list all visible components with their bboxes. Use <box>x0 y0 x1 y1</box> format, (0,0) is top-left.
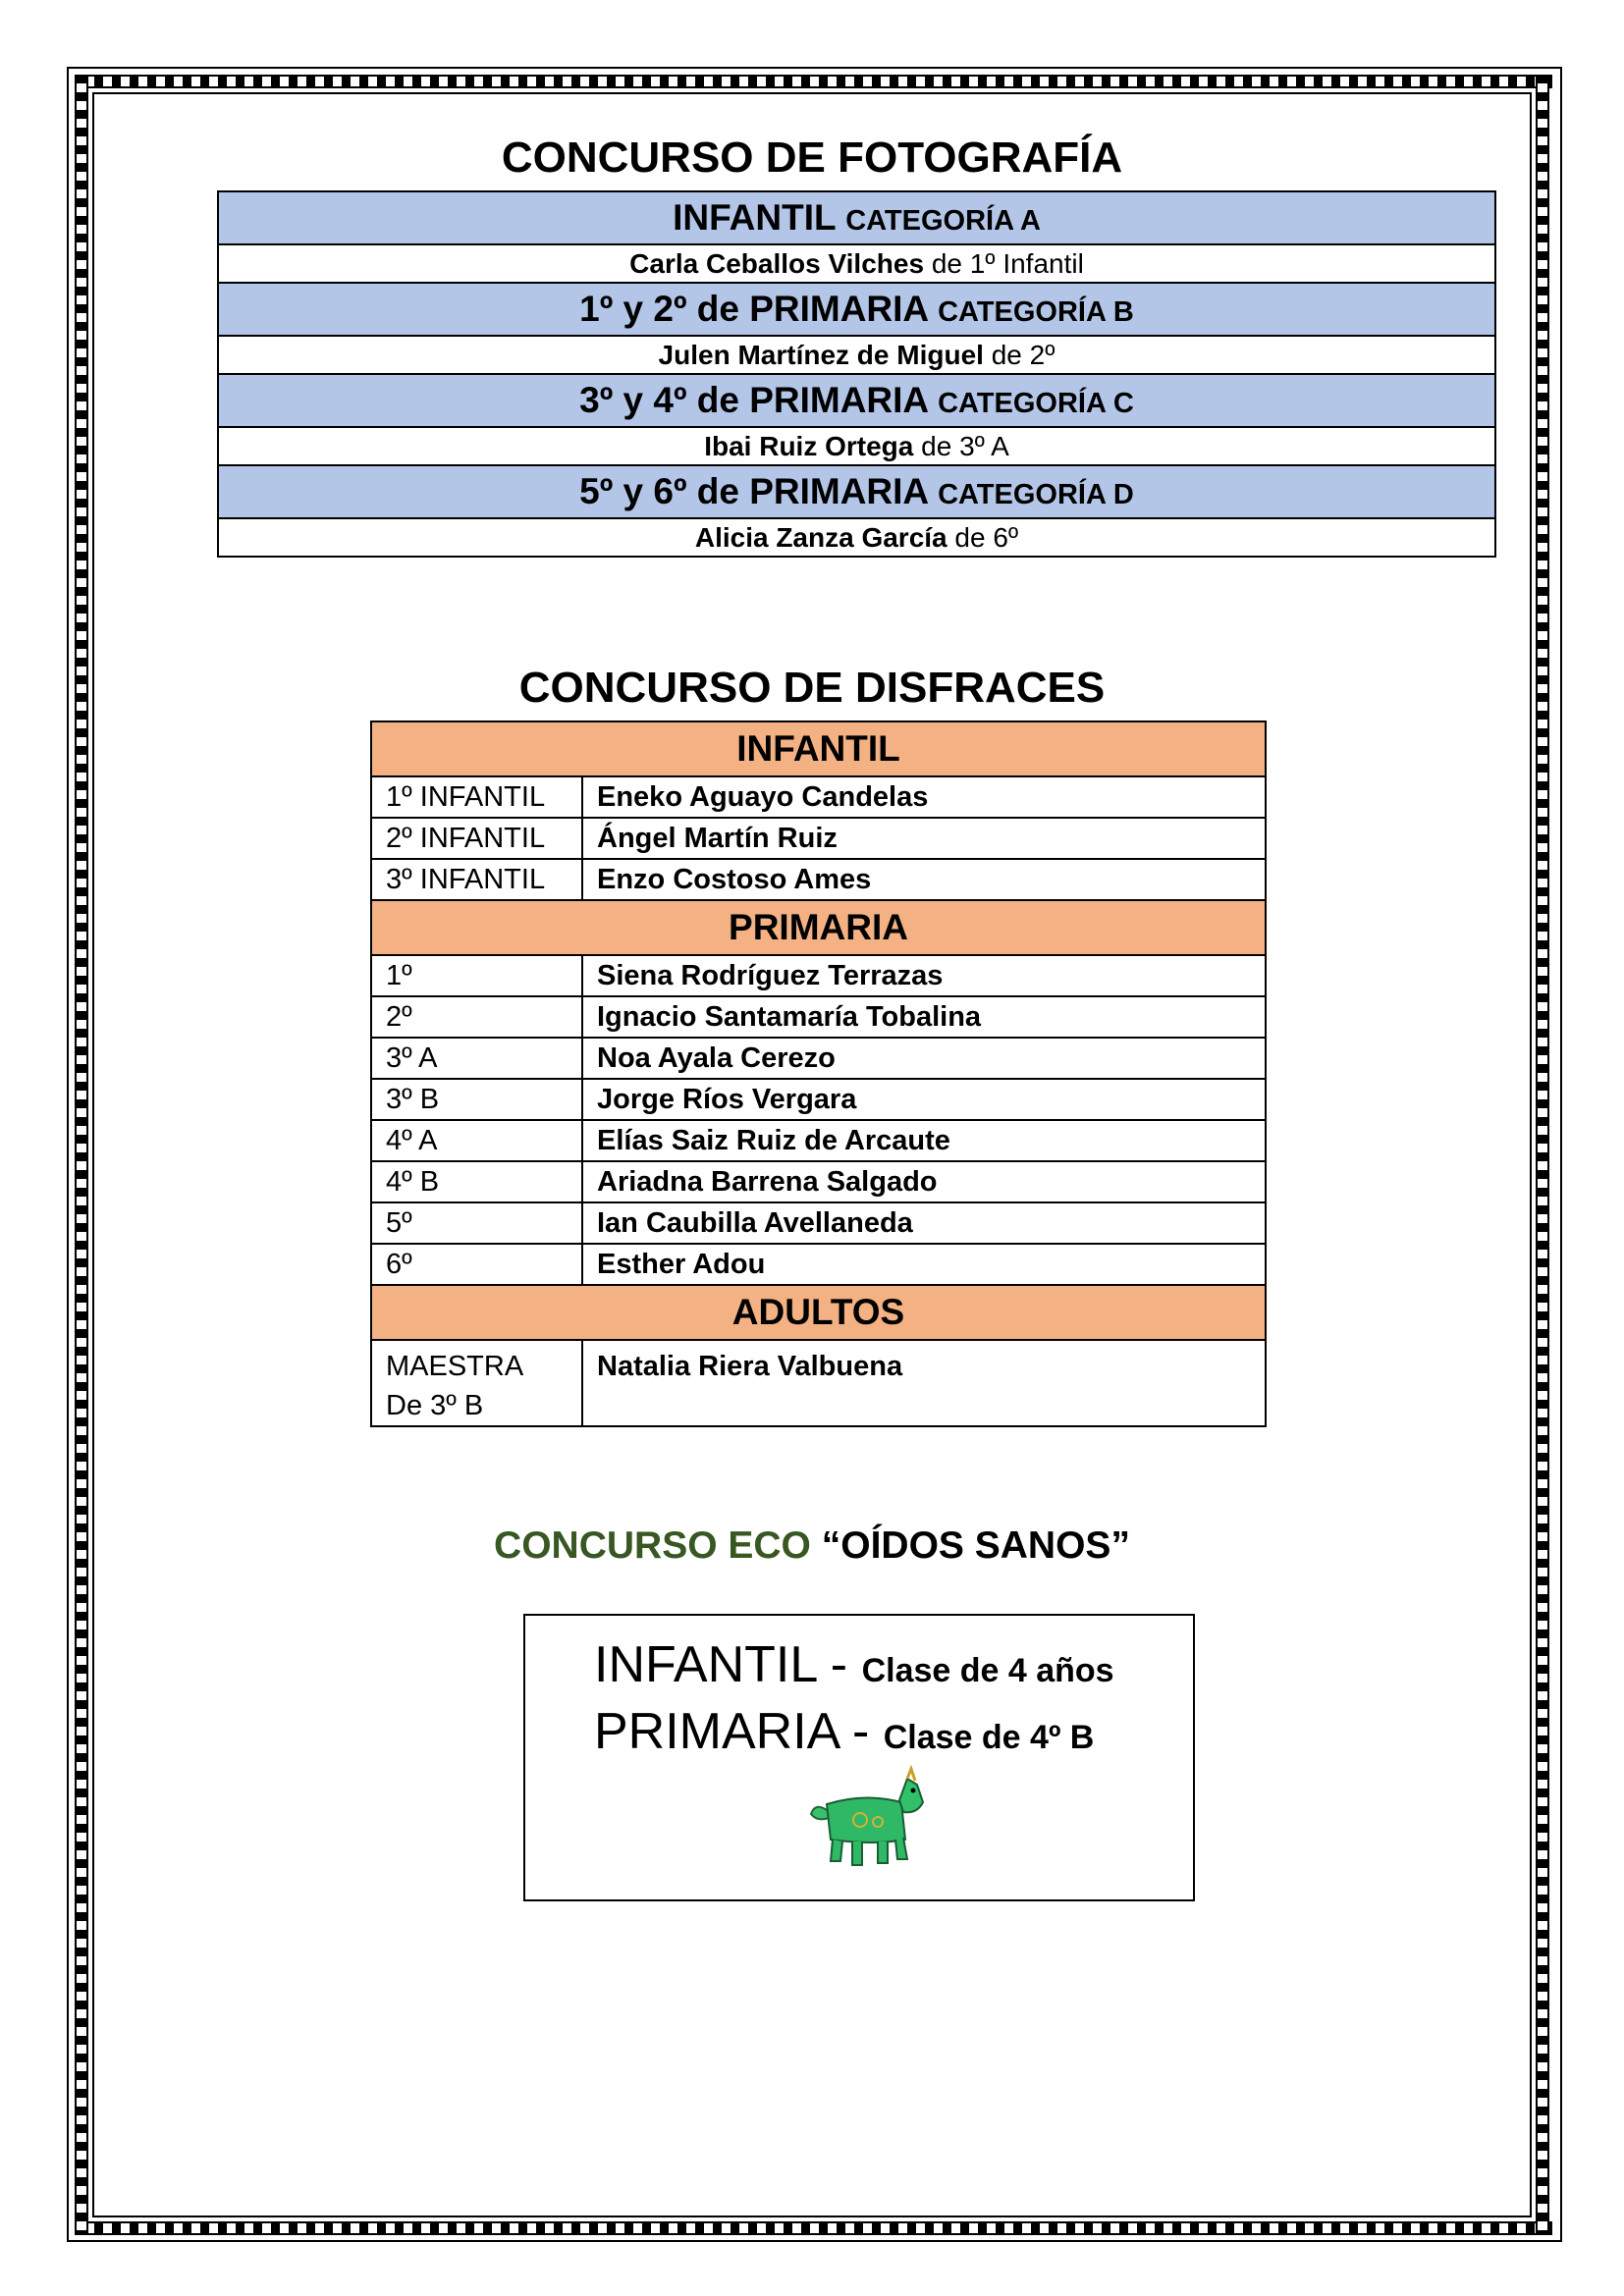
level-cell: 6º <box>371 1244 582 1285</box>
level-cell: 3º INFANTIL <box>371 859 582 900</box>
level-cell: 4º B <box>371 1161 582 1202</box>
eco-primaria-dash: - <box>851 1703 870 1760</box>
green-dragon-drawing-icon <box>805 1763 928 1876</box>
disfraces-section-header: PRIMARIA <box>371 900 1266 955</box>
table-row <box>371 1079 1266 1120</box>
level-cell: 2º <box>371 996 582 1038</box>
eco-infantil-label: INFANTIL <box>594 1636 817 1693</box>
table-row <box>371 1340 1266 1426</box>
eco-infantil-dash: - <box>830 1636 848 1693</box>
foto-category-label: CATEGORÍA C <box>938 388 1134 419</box>
eco-infantil-value: Clase de 4 años <box>861 1652 1114 1689</box>
table-row <box>371 818 1266 859</box>
foto-winner-name: Carla Ceballos Vilches <box>629 247 925 279</box>
table-row <box>371 1120 1266 1161</box>
winner-cell: Elías Saiz Ruiz de Arcaute <box>582 1120 1266 1161</box>
disfraces-section-header: ADULTOS <box>371 1285 1266 1340</box>
eco-primaria-label: PRIMARIA <box>594 1703 839 1760</box>
level-cell: 1º INFANTIL <box>371 776 582 818</box>
page-border-checker-left <box>75 75 88 2235</box>
foto-category-name: 1º y 2º de PRIMARIA <box>579 289 928 329</box>
foto-winner-class: de 1º Infantil <box>931 247 1084 279</box>
foto-category-label: CATEGORÍA B <box>938 296 1134 328</box>
winner-cell: Ignacio Santamaría Tobalina <box>582 996 1266 1038</box>
eco-title-green: CONCURSO ECO <box>494 1524 811 1567</box>
eco-results-box <box>523 1614 1195 1901</box>
eco-primaria-value: Clase de 4º B <box>883 1719 1095 1756</box>
table-row <box>371 1244 1266 1285</box>
level-line-2: De 3º B <box>386 1390 484 1421</box>
winner-cell: Noa Ayala Cerezo <box>582 1038 1266 1079</box>
foto-winner-row <box>218 427 1495 465</box>
disfraces-title: CONCURSO DE DISFRACES <box>518 664 1106 712</box>
foto-winner-class: de 2º <box>991 339 1056 370</box>
foto-category-name: INFANTIL <box>673 197 836 238</box>
table-row <box>371 1038 1266 1079</box>
level-cell: 5º <box>371 1202 582 1244</box>
winner-cell: Jorge Ríos Vergara <box>582 1079 1266 1120</box>
winner-cell: Ángel Martín Ruiz <box>582 818 1266 859</box>
winner-cell: Siena Rodríguez Terrazas <box>582 955 1266 996</box>
level-cell: 4º A <box>371 1120 582 1161</box>
table-row <box>371 1202 1266 1244</box>
disfraces-section-header: INFANTIL <box>371 721 1266 776</box>
eco-infantil-line <box>594 1635 1114 1694</box>
eco-primaria-line <box>594 1702 1094 1761</box>
eco-title <box>0 1524 1624 1568</box>
page-border-checker-top <box>77 75 1552 88</box>
foto-category-header <box>218 374 1495 427</box>
foto-winner-class: de 6º <box>954 521 1019 553</box>
foto-winner-row <box>218 244 1495 283</box>
foto-winner-name: Ibai Ruiz Ortega <box>704 430 914 461</box>
level-line-1: MAESTRA <box>386 1351 524 1382</box>
foto-results-table <box>217 190 1496 558</box>
foto-winner-row <box>218 336 1495 374</box>
winner-cell: Natalia Riera Valbuena <box>582 1340 1266 1426</box>
foto-category-label: CATEGORÍA D <box>938 479 1134 510</box>
page-border-checker-right <box>1536 75 1549 2235</box>
level-cell: 3º A <box>371 1038 582 1079</box>
eco-title-quote: “OÍDOS SANOS” <box>821 1524 1130 1567</box>
table-row <box>371 996 1266 1038</box>
foto-title: CONCURSO DE FOTOGRAFÍA <box>501 133 1123 182</box>
foto-winner-name: Alicia Zanza García <box>694 521 947 553</box>
foto-category-header <box>218 283 1495 336</box>
table-row <box>371 859 1266 900</box>
foto-category-name: 3º y 4º de PRIMARIA <box>579 380 928 420</box>
foto-category-header <box>218 191 1495 244</box>
winner-cell: Ian Caubilla Avellaneda <box>582 1202 1266 1244</box>
level-cell: 3º B <box>371 1079 582 1120</box>
winner-cell: Eneko Aguayo Candelas <box>582 776 1266 818</box>
level-cell: 2º INFANTIL <box>371 818 582 859</box>
level-cell <box>371 1340 582 1426</box>
winner-cell: Enzo Costoso Ames <box>582 859 1266 900</box>
winner-cell: Esther Adou <box>582 1244 1266 1285</box>
winner-cell: Ariadna Barrena Salgado <box>582 1161 1266 1202</box>
foto-winner-class: de 3º A <box>921 430 1009 461</box>
table-row <box>371 1161 1266 1202</box>
table-row <box>371 955 1266 996</box>
foto-winner-row <box>218 518 1495 557</box>
level-cell: 1º <box>371 955 582 996</box>
foto-category-header <box>218 465 1495 518</box>
foto-category-label: CATEGORÍA A <box>845 205 1041 237</box>
disfraces-results-table <box>370 721 1267 1427</box>
foto-category-name: 5º y 6º de PRIMARIA <box>579 471 928 511</box>
foto-winner-name: Julen Martínez de Miguel <box>658 339 984 370</box>
table-row <box>371 776 1266 818</box>
page-border-checker-bottom <box>77 2221 1552 2235</box>
